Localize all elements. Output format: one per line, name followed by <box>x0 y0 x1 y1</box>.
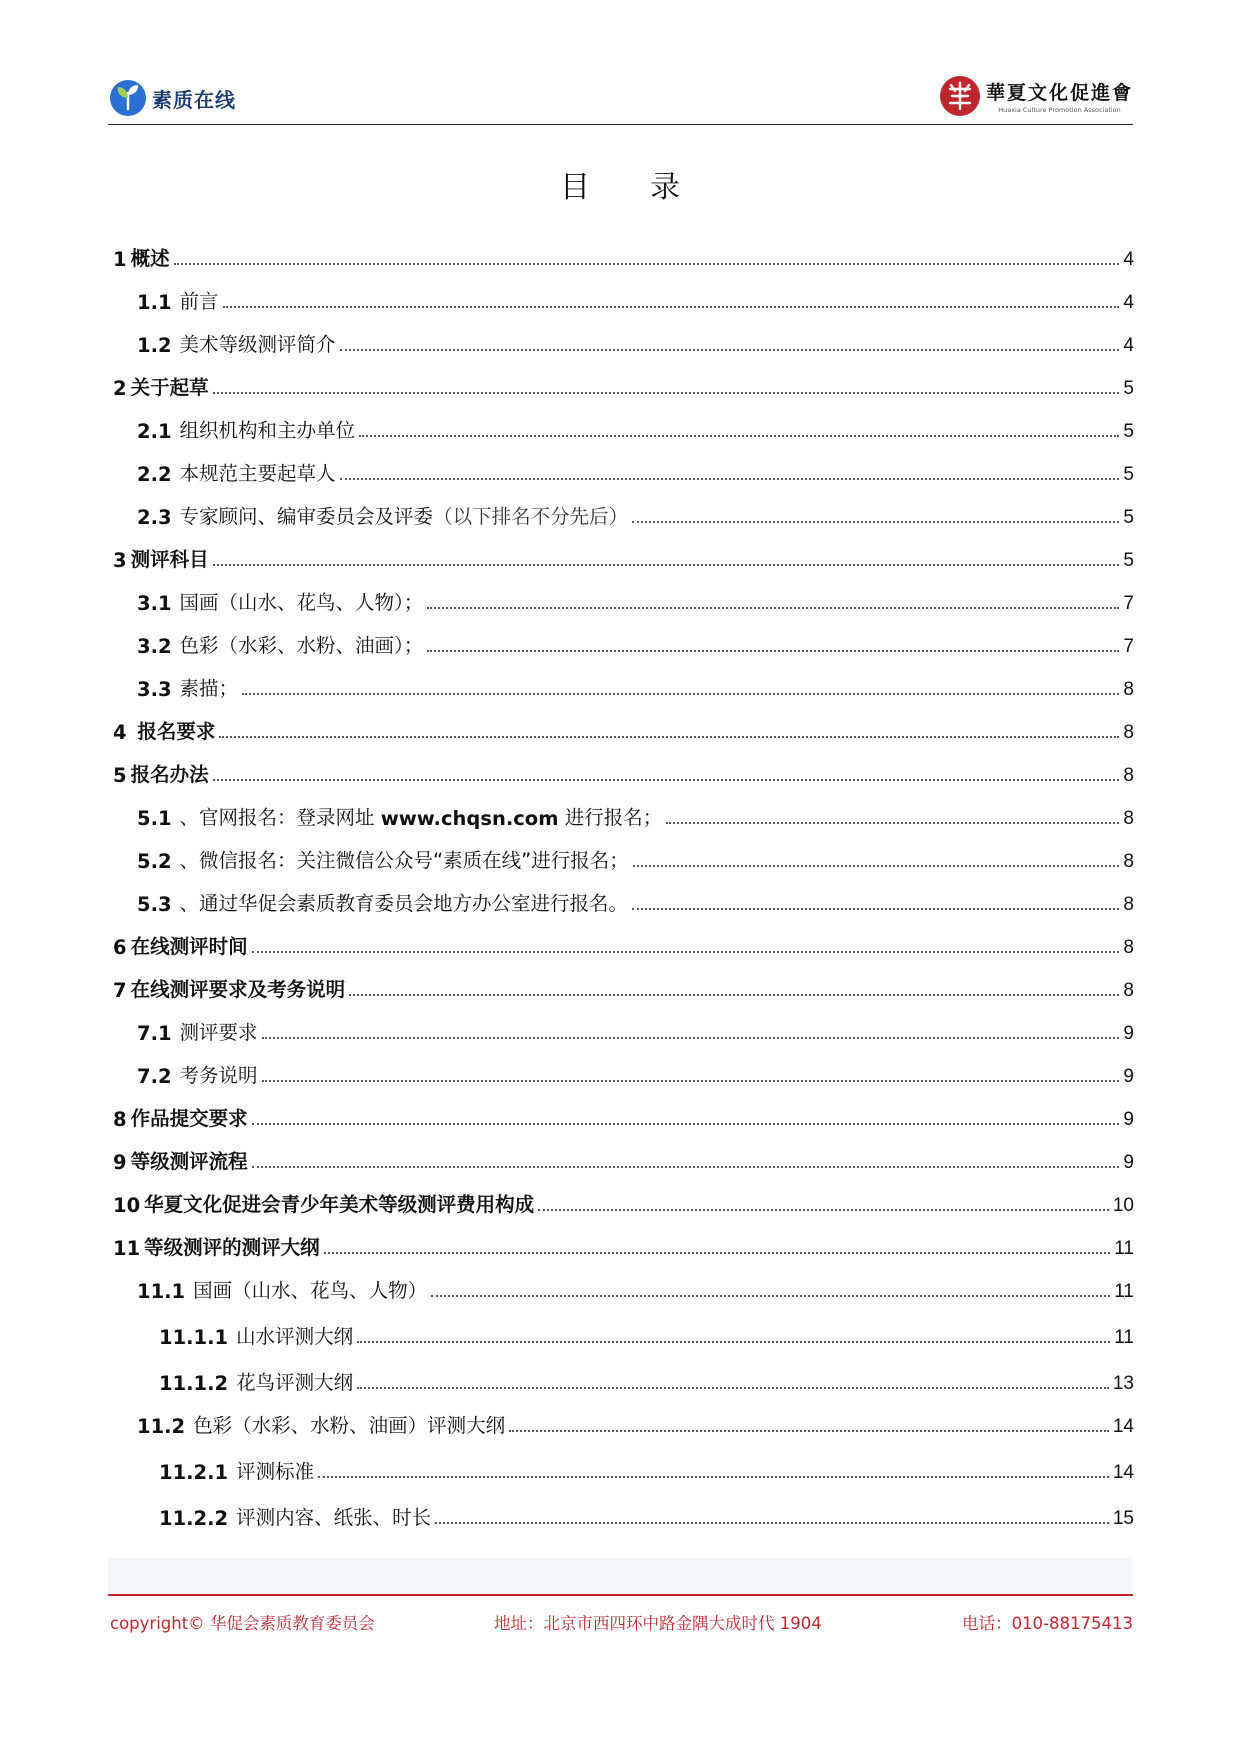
toc-dot-leader <box>252 1165 1120 1168</box>
toc-entry-url: www.chqsn.com <box>380 807 559 830</box>
toc-entry-number: 9 <box>113 1151 127 1174</box>
toc-entry-title: 等级测评流程 <box>130 1150 248 1173</box>
toc-entry-number: 1 <box>113 248 127 271</box>
footer-band <box>108 1558 1133 1594</box>
toc-entry[interactable] <box>113 701 1134 744</box>
toc-entry-number: 11 <box>113 1237 141 1260</box>
brand-name: 素质在线 <box>152 87 236 112</box>
toc-entry-title: 、微信报名：关注微信公众号“素质在线”进行报名； <box>179 849 629 872</box>
toc-entry-number: 3.2 <box>137 635 172 658</box>
toc-dot-leader <box>359 434 1119 437</box>
toc-entry-note: （以下排名不分先后） <box>433 505 629 528</box>
toc-entry[interactable] <box>113 1395 1134 1438</box>
toc-entry-page: 5 <box>1123 464 1134 485</box>
toc-entry-title: 报名要求 <box>130 720 216 743</box>
toc-entry-page: 9 <box>1123 1023 1134 1044</box>
toc-entry[interactable] <box>113 873 1134 916</box>
toc-entry-page: 8 <box>1123 980 1134 1001</box>
toc-entry[interactable] <box>113 658 1134 701</box>
toc-entry[interactable] <box>113 271 1134 314</box>
toc-entry-number: 3 <box>113 549 127 572</box>
toc-dot-leader <box>427 649 1119 652</box>
toc-entry-page: 8 <box>1123 808 1134 829</box>
toc-dot-leader <box>213 391 1120 394</box>
footer-copyright: copyright© 华促会素质教育委员会 <box>110 1614 375 1633</box>
toc-entry-page: 5 <box>1123 378 1134 399</box>
toc-entry-number: 2.1 <box>137 420 172 443</box>
toc-entry-page: 9 <box>1123 1152 1134 1173</box>
toc-entry-number: 8 <box>113 1108 127 1131</box>
toc-entry[interactable] <box>113 1217 1134 1260</box>
toc-entry-number: 5.3 <box>137 893 172 916</box>
toc-dot-leader <box>262 1079 1120 1082</box>
toc-entry-page: 13 <box>1112 1373 1134 1394</box>
toc-entry[interactable] <box>113 572 1134 615</box>
toc-dot-leader <box>632 907 1119 910</box>
toc-entry-page: 11 <box>1114 1281 1134 1302</box>
association-name-cn: 華夏文化促進會 <box>985 82 1133 104</box>
toc-entry-number: 1.1 <box>137 291 172 314</box>
toc-entry-page: 14 <box>1112 1416 1134 1437</box>
footer-address: 地址：北京市西四环中路金隅大成时代 1904 <box>494 1614 822 1633</box>
toc-entry[interactable] <box>113 959 1134 1002</box>
toc-entry-page: 8 <box>1123 937 1134 958</box>
toc-dot-leader <box>340 348 1120 351</box>
toc-entry-number: 7.1 <box>137 1022 172 1045</box>
toc-entry-number: 6 <box>113 936 127 959</box>
toc-entry-number: 3.3 <box>137 678 172 701</box>
toc-dot-leader <box>427 606 1119 609</box>
toc-dot-leader <box>435 1521 1109 1524</box>
toc-entry-page: 4 <box>1123 335 1134 356</box>
toc-entry-title: 本规范主要起草人 <box>179 462 336 485</box>
toc-dot-leader <box>213 778 1120 781</box>
toc-entry[interactable] <box>113 357 1134 400</box>
toc-entry-page: 11 <box>1114 1327 1134 1348</box>
toc-dot-leader <box>252 1122 1120 1125</box>
toc-entry[interactable] <box>113 1303 1134 1349</box>
toc-dot-leader <box>219 735 1119 738</box>
toc-entry-number: 11.2.1 <box>159 1461 229 1484</box>
toc-entry-number: 5.2 <box>137 850 172 873</box>
toc-entry[interactable] <box>113 400 1134 443</box>
toc-entry-title: 色彩（水彩、水粉、油画）； <box>179 634 424 657</box>
toc-entry-page: 8 <box>1123 894 1134 915</box>
toc-entry[interactable] <box>113 1438 1134 1484</box>
toc-entry-number: 11.1.1 <box>159 1326 229 1349</box>
toc-entry-page: 7 <box>1123 593 1134 614</box>
toc-entry-title: 色彩（水彩、水粉、油画）评测大纲 <box>193 1414 506 1437</box>
toc-entry-number: 7 <box>113 979 127 1002</box>
toc-entry-number: 2.3 <box>137 506 172 529</box>
toc-dot-leader <box>213 563 1120 566</box>
toc-entry-number: 11.2.2 <box>159 1507 229 1530</box>
page-title: 目录 <box>560 170 740 205</box>
toc-dot-leader <box>633 864 1120 867</box>
toc-entry-number: 11.2 <box>137 1415 186 1438</box>
toc-entry-title: 、通过华促会素质教育委员会地方办公室进行报名。 <box>179 892 629 915</box>
toc-entry-title: 在线测评时间 <box>130 935 248 958</box>
toc-entry-page: 10 <box>1112 1195 1134 1216</box>
toc-entry-number: 2 <box>113 377 127 400</box>
toc-dot-leader <box>357 1386 1109 1389</box>
toc-dot-leader <box>349 993 1119 996</box>
toc-entry-number: 3.1 <box>137 592 172 615</box>
toc-entry[interactable] <box>113 1088 1134 1131</box>
toc-dot-leader <box>262 1036 1120 1039</box>
toc-entry-title: 国画（山水、花鸟、人物）； <box>179 591 424 614</box>
toc-entry-page: 8 <box>1123 765 1134 786</box>
toc-dot-leader <box>174 262 1120 265</box>
toc-entry-title: 花鸟评测大纲 <box>236 1371 354 1394</box>
toc-dot-leader <box>223 305 1120 308</box>
page-header <box>108 70 1133 125</box>
toc-entry-number: 11.1.2 <box>159 1372 229 1395</box>
toc-entry[interactable] <box>113 1045 1134 1088</box>
toc-entry-number: 5 <box>113 764 127 787</box>
toc-entry-page: 8 <box>1123 851 1134 872</box>
toc-entry[interactable] <box>113 916 1134 959</box>
toc-entry-title: 报名办法 <box>130 763 209 786</box>
toc-entry-title: 评测标准 <box>236 1460 315 1483</box>
toc-dot-leader <box>632 520 1119 523</box>
toc-entry-page: 9 <box>1123 1109 1134 1130</box>
toc-dot-leader <box>242 692 1119 695</box>
sprout-logo-icon <box>108 78 148 118</box>
footer-phone: 电话：010-88175413 <box>962 1614 1133 1633</box>
toc-entry-title: 测评要求 <box>179 1021 258 1044</box>
toc-entry[interactable] <box>113 830 1134 873</box>
toc-entry[interactable] <box>113 1174 1134 1217</box>
toc-dot-leader <box>340 477 1120 480</box>
toc-entry-title: 华夏文化促进会青少年美术等级测评费用构成 <box>144 1193 535 1216</box>
toc-entry[interactable] <box>113 529 1134 572</box>
toc-entry-number: 7.2 <box>137 1065 172 1088</box>
toc-dot-leader <box>324 1251 1111 1254</box>
toc-dot-leader <box>538 1208 1109 1211</box>
toc-entry-title: 、官网报名：登录网址 <box>179 806 381 829</box>
toc-entry[interactable] <box>113 1349 1134 1395</box>
toc-entry-page: 4 <box>1123 249 1134 270</box>
toc-entry[interactable] <box>113 1260 1134 1303</box>
toc-entry[interactable] <box>113 1002 1134 1045</box>
toc-entry-page: 5 <box>1123 550 1134 571</box>
toc-entry-title: 前言 <box>179 290 219 313</box>
toc-entry-page: 15 <box>1112 1508 1134 1529</box>
toc-entry[interactable] <box>113 787 1134 830</box>
toc-entry-title: 山水评测大纲 <box>236 1325 354 1348</box>
toc-entry-page: 8 <box>1123 679 1134 700</box>
toc-entry-number: 5.1 <box>137 807 172 830</box>
toc-entry-page: 5 <box>1123 421 1134 442</box>
toc-entry-title: 素描； <box>179 677 239 700</box>
toc-entry-number: 2.2 <box>137 463 172 486</box>
toc-entry[interactable] <box>113 615 1134 658</box>
toc-entry-title: 国画（山水、花鸟、人物） <box>193 1279 428 1302</box>
toc-entry-title: 专家顾问、编审委员会及评委 <box>179 505 434 528</box>
toc-entry-page: 14 <box>1112 1462 1134 1483</box>
toc-entry-title: 等级测评的测评大纲 <box>144 1236 320 1259</box>
toc-entry-number: 11.1 <box>137 1280 186 1303</box>
toc-entry[interactable] <box>113 443 1134 486</box>
toc-dot-leader <box>509 1429 1109 1432</box>
toc-entry[interactable] <box>113 1484 1134 1530</box>
toc-entry-page: 7 <box>1123 636 1134 657</box>
association-logo <box>938 74 1133 118</box>
table-of-contents <box>113 228 1134 1530</box>
toc-entry-number: 4 <box>113 721 127 744</box>
toc-entry-number: 1.2 <box>137 334 172 357</box>
toc-entry[interactable] <box>113 486 1134 529</box>
toc-entry-page: 9 <box>1123 1066 1134 1087</box>
toc-entry-title: 作品提交要求 <box>130 1107 248 1130</box>
association-seal-icon <box>938 74 982 118</box>
toc-entry-page: 11 <box>1114 1238 1134 1259</box>
toc-entry-title: 考务说明 <box>179 1064 258 1087</box>
toc-entry-title: 在线测评要求及考务说明 <box>130 978 346 1001</box>
toc-entry-number: 10 <box>113 1194 141 1217</box>
toc-entry-page: 4 <box>1123 292 1134 313</box>
brand-logo <box>108 78 236 118</box>
toc-entry-page: 8 <box>1123 722 1134 743</box>
toc-entry[interactable] <box>113 744 1134 787</box>
toc-entry-title: 组织机构和主办单位 <box>179 419 356 442</box>
toc-entry-title: 美术等级测评简介 <box>179 333 336 356</box>
toc-dot-leader <box>252 950 1120 953</box>
association-name-en: Huaxia Culture Promotion Association <box>998 106 1121 114</box>
toc-entry[interactable] <box>113 228 1134 271</box>
toc-dot-leader <box>318 1475 1109 1478</box>
toc-entry-title: 关于起草 <box>130 376 209 399</box>
toc-entry-title-cont: 进行报名； <box>558 806 663 829</box>
toc-entry-title: 评测内容、纸张、时长 <box>236 1506 432 1529</box>
toc-dot-leader <box>357 1340 1110 1343</box>
toc-entry-page: 5 <box>1123 507 1134 528</box>
toc-entry[interactable] <box>113 1131 1134 1174</box>
toc-entry-title: 测评科目 <box>130 548 209 571</box>
toc-dot-leader <box>431 1294 1110 1297</box>
toc-entry[interactable] <box>113 314 1134 357</box>
toc-dot-leader <box>666 821 1119 824</box>
footer-divider <box>108 1594 1133 1596</box>
toc-entry-title: 概述 <box>130 247 170 270</box>
